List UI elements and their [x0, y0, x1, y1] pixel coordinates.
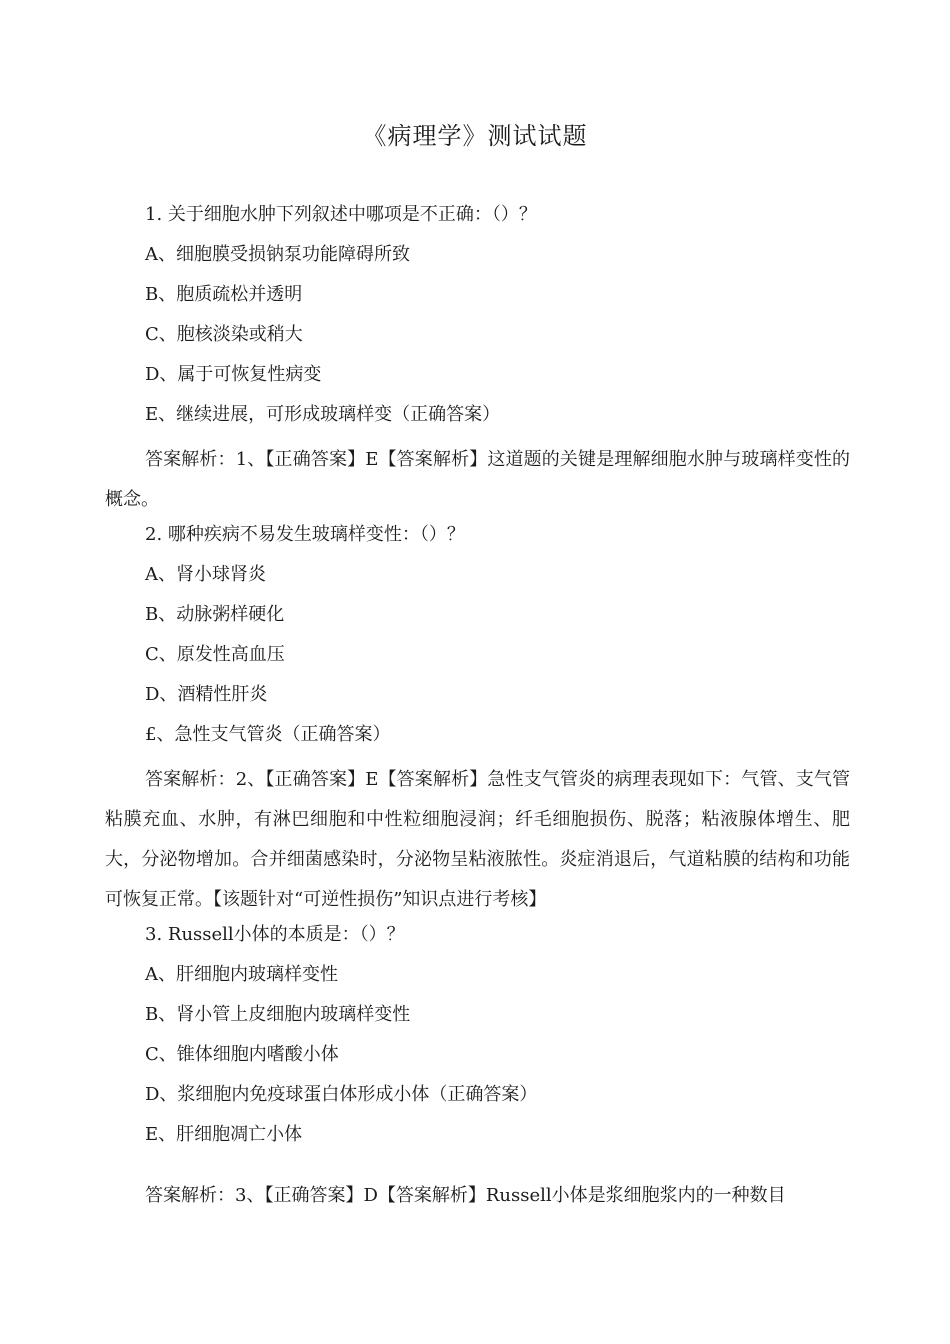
question-3-option-a: A、肝细胞内玻璃样变性	[145, 964, 338, 985]
question-2-option-c: C、原发性高血压	[145, 644, 285, 665]
question-2-explanation: 答案解析：2、【正确答案】E【答案解析】急性支气管炎的病理表现如下：气管、支气管粘膜充血、水肿，有淋巴细胞和中性粒细胞浸润；纤毛细胞损伤、脱落；粘液腺体增生、肥大，分泌物增加。合并细菌感染时，分泌物呈粘液脓性。炎症消退后，气道粘膜的结构和功能可恢复正常。【该题针对“可逆性损伤”知识点进行考核】	[105, 769, 850, 910]
page-title: 《病理学》测试试题	[362, 122, 588, 150]
question-2-option-e: £、急性支气管炎（正确答案）	[145, 724, 391, 745]
question-1-stem: 1. 关于细胞水肿下列叙述中哪项是不正确：（）？	[145, 204, 537, 225]
question-3-option-c: C、锥体细胞内嗜酸小体	[145, 1044, 339, 1065]
question-1-option-b: B、胞质疏松并透明	[145, 284, 303, 305]
question-1-option-c: C、胞核淡染或稍大	[145, 324, 303, 345]
question-2-option-b: B、动脉粥样硬化	[145, 604, 285, 625]
question-2-option-a: A、肾小球肾炎	[145, 564, 266, 585]
question-3-stem: 3. Russell小体的本质是：（）？	[145, 924, 405, 945]
question-3-option-b: B、肾小管上皮细胞内玻璃样变性	[145, 1004, 411, 1025]
question-2-stem: 2. 哪种疾病不易发生玻璃样变性：（）？	[145, 524, 465, 545]
question-1-option-a: A、细胞膜受损钠泵功能障碍所致	[145, 244, 410, 265]
question-2-option-d: D、酒精性肝炎	[145, 684, 268, 705]
question-1-option-d: D、属于可恢复性病变	[145, 364, 322, 385]
question-1-explanation: 答案解析：1、【正确答案】E【答案解析】这道题的关键是理解细胞水肿与玻璃样变性的概念。	[105, 449, 850, 510]
question-3-option-d: D、浆细胞内免疫球蛋白体形成小体（正确答案）	[145, 1084, 538, 1105]
spacer	[105, 1160, 850, 1176]
question-list	[105, 200, 850, 1216]
question-3-explanation: 答案解析：3、【正确答案】D【答案解析】Russell小体是浆细胞浆内的一种数目	[145, 1185, 786, 1206]
question-3-option-e: E、肝细胞凋亡小体	[145, 1124, 303, 1145]
question-1-option-e: E、继续进展，可形成玻璃样变（正确答案）	[145, 404, 501, 425]
